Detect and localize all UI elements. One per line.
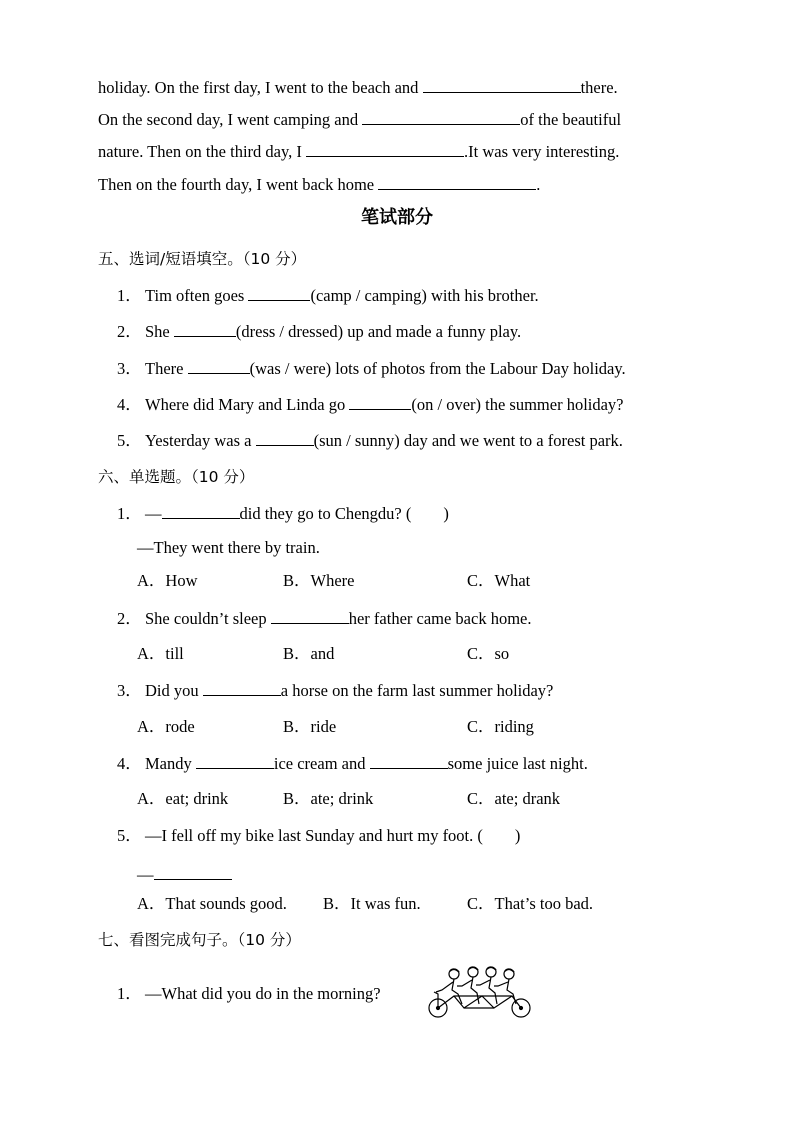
- answer-blank[interactable]: [248, 285, 310, 301]
- reply-dash: —: [137, 865, 154, 884]
- option-a[interactable]: A．till: [137, 644, 184, 663]
- section-7-heading: 七、看图完成句子。（10 分）: [98, 931, 301, 949]
- option-a[interactable]: A．That sounds good.: [137, 894, 287, 913]
- question-text: —I fell off my bike last Sunday and hurt my foot. (: [145, 826, 483, 845]
- question-text: a horse on the farm last summer holiday?: [280, 681, 554, 700]
- section-6-heading: 六、单选题。（10 分）: [98, 468, 255, 486]
- answer-blank[interactable]: [196, 753, 274, 769]
- question-text: ): [443, 504, 449, 523]
- item-text: Tim often goes: [145, 286, 249, 305]
- answer-blank[interactable]: [188, 358, 250, 374]
- item-text: (camp / camping) with his brother.: [310, 286, 539, 305]
- item-text: Yesterday was a: [145, 431, 256, 450]
- answer-blank[interactable]: [256, 430, 314, 446]
- written-part-title: 笔试部分: [361, 207, 433, 228]
- question-number: 1．: [117, 984, 142, 1003]
- item-number: 1．: [117, 286, 142, 305]
- question-text: She couldn’t sleep: [145, 609, 271, 628]
- question-text: Mandy: [145, 754, 196, 773]
- answer-blank[interactable]: [349, 394, 411, 410]
- question-number: 4．: [117, 754, 142, 773]
- question-text: some juice last night.: [447, 754, 588, 773]
- question-number: 1．: [117, 504, 142, 523]
- option-b[interactable]: B．ride: [283, 717, 337, 736]
- question-text: ): [514, 826, 521, 845]
- passage-text: there.: [580, 78, 618, 97]
- answer-blank[interactable]: [154, 864, 232, 880]
- question-text: —: [145, 504, 162, 523]
- passage-text: .It was very interesting.: [464, 142, 620, 161]
- s6-question-3: [117, 680, 553, 701]
- option-a[interactable]: A．rode: [137, 717, 195, 736]
- item-number: 4．: [117, 395, 142, 414]
- option-b[interactable]: B．It was fun.: [323, 894, 421, 913]
- s6-question-5: [117, 826, 520, 846]
- item-text: Where did Mary and Linda go: [145, 395, 350, 414]
- item-text: (dress / dressed) up and made a funny play.: [235, 322, 522, 341]
- question-text: ice cream and: [273, 754, 370, 773]
- s7-question-1: [117, 984, 381, 1004]
- option-c[interactable]: C．What: [467, 571, 531, 590]
- item-text: She: [145, 322, 174, 341]
- item-text: There: [145, 359, 188, 378]
- item-number: 3．: [117, 359, 142, 378]
- passage-text: of the beautiful: [520, 110, 622, 129]
- answer-blank[interactable]: [306, 141, 464, 157]
- answer-blank[interactable]: [362, 109, 520, 125]
- option-b[interactable]: B．Where: [283, 571, 355, 590]
- s5-item-2: [117, 321, 521, 342]
- passage-line-2: [98, 109, 621, 130]
- s6-question-1: [117, 503, 449, 524]
- question-number: 5．: [117, 826, 142, 845]
- passage-text: holiday. On the first day, I went to the beach and: [98, 78, 423, 97]
- s6-question-2: [117, 608, 532, 629]
- s5-item-3: [117, 358, 626, 379]
- option-b[interactable]: B．and: [283, 644, 335, 663]
- option-c[interactable]: C．That’s too bad.: [467, 894, 594, 913]
- s6-q1-reply: —They went there by train.: [137, 538, 320, 557]
- answer-blank[interactable]: [378, 174, 536, 190]
- answer-blank[interactable]: [423, 77, 581, 93]
- option-c[interactable]: C．so: [467, 644, 510, 663]
- passage-line-4: [98, 174, 540, 195]
- item-text: (was / were) lots of photos from the Labour Day holiday.: [249, 359, 626, 378]
- s6-question-4: [117, 753, 588, 774]
- answer-blank[interactable]: [174, 321, 236, 337]
- item-number: 2．: [117, 322, 142, 341]
- answer-blank[interactable]: [370, 753, 448, 769]
- item-text: (sun / sunny) day and we went to a forest park.: [313, 431, 623, 450]
- option-c[interactable]: C．riding: [467, 717, 534, 736]
- s5-item-4: [117, 394, 624, 415]
- question-text: Did you: [145, 681, 203, 700]
- item-text: (on / over) the summer holiday?: [411, 395, 624, 414]
- question-number: 2．: [117, 609, 142, 628]
- s5-item-5: [117, 430, 623, 451]
- question-text: —What did you do in the morning?: [145, 984, 381, 1003]
- passage-text: Then on the fourth day, I went back home: [98, 175, 379, 194]
- s6-q5-reply: [137, 864, 232, 885]
- passage-line-3: [98, 141, 619, 162]
- passage-line-1: [98, 77, 618, 98]
- option-c[interactable]: C．ate; drank: [467, 789, 561, 808]
- question-number: 3．: [117, 681, 142, 700]
- item-number: 5．: [117, 431, 142, 450]
- tandem-bicycle-picture: [424, 964, 536, 1020]
- option-a[interactable]: A．eat; drink: [137, 789, 229, 808]
- passage-text: On the second day, I went camping and: [98, 110, 363, 129]
- answer-blank[interactable]: [203, 680, 281, 696]
- passage-text: nature. Then on the third day, I: [98, 142, 307, 161]
- passage-text: .: [536, 175, 541, 194]
- section-5-heading: 五、选词/短语填空。（10 分）: [98, 250, 307, 268]
- answer-blank[interactable]: [271, 608, 349, 624]
- question-text: her father came back home.: [348, 609, 532, 628]
- answer-blank[interactable]: [162, 503, 240, 519]
- s5-item-1: [117, 285, 539, 306]
- question-text: did they go to Chengdu? (: [239, 504, 412, 523]
- option-a[interactable]: A．How: [137, 571, 198, 590]
- option-b[interactable]: B．ate; drink: [283, 789, 374, 808]
